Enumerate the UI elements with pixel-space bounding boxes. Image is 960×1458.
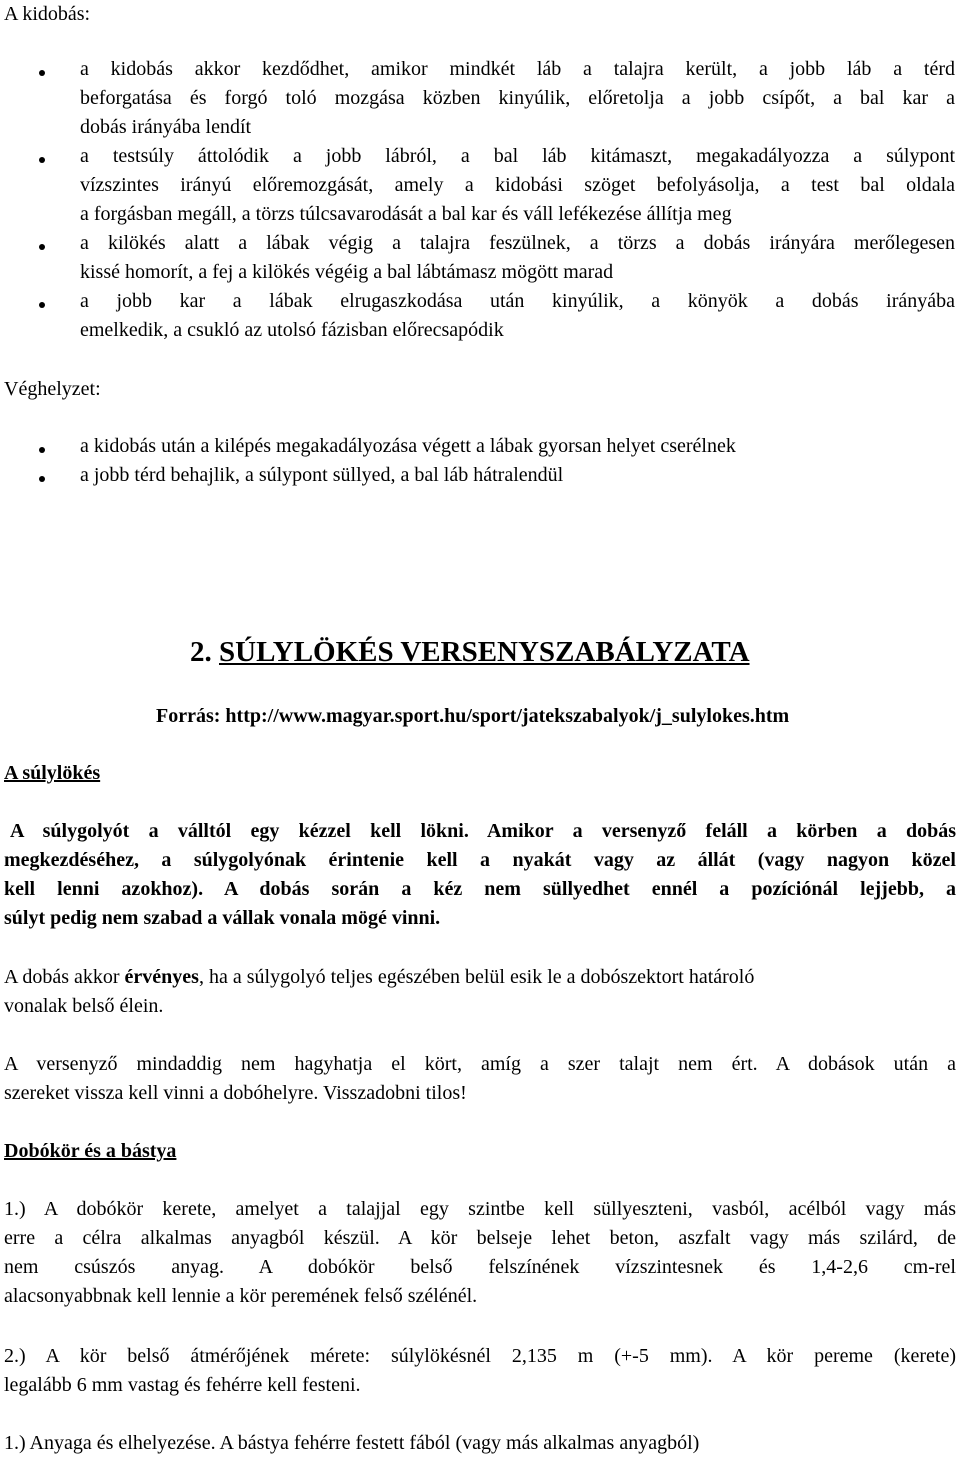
valid-throw-paragraph — [4, 963, 956, 1021]
list-item-line: vízszintes irányú előremozgását, amely a kidobási szöget befolyásolja, a test bal oldala — [80, 174, 955, 196]
paragraph-line: 1.) A dobókör kerete, amelyet a talajjal egy szintbe kell süllyeszteni, vasból, acélból vagy más — [4, 1198, 956, 1220]
bullet-icon — [39, 447, 45, 453]
list-item-line: a kilökés alatt a lábak végig a talajra feszülnek, a törzs a dobás irányára merőlegesen — [80, 232, 955, 254]
list-item-line: a forgásban megáll, a törzs túlcsavarodását a bal kar és váll lefékezése állítja meg — [80, 203, 732, 225]
bullet-icon — [39, 157, 45, 163]
list-item-line: dobás irányába lendít — [80, 116, 252, 138]
section-number: 2. — [190, 636, 219, 668]
paragraph-line: 2.) A kör belső átmérőjének mérete: súlylökésnél 2,135 m (+-5 mm). A kör pereme (kerete) — [4, 1345, 956, 1367]
section-title-text: SÚLYLÖKÉS VERSENYSZABÁLYZATA — [219, 636, 750, 668]
paragraph-line: nem csúszós anyag. A dobókör belső felszínének vízszintesnek és 1,4-2,6 cm-rel — [4, 1256, 956, 1278]
heading-veghelyzet: Véghelyzet: — [4, 378, 101, 400]
paragraph-line: alacsonyabbnak kell lennie a kör peremének felső szélénél. — [4, 1285, 478, 1307]
paragraph-line: megkezdéséhez, a súlygolyónak érintenie kell a nyakát vagy az állát (vagy nagyon közel — [4, 849, 956, 871]
heading-kidobas: A kidobás: — [4, 3, 91, 25]
list-item-line: a kidobás akkor kezdődhet, amikor mindkét láb a talajra került, a jobb láb a térd — [80, 58, 955, 80]
circle-paragraph-1 — [4, 1195, 956, 1311]
list-item-line: emelkedik, a csukló az utolsó fázisban előrecsapódik — [80, 319, 504, 341]
paragraph-line: kell lenni azokhoz). A dobás során a kéz nem süllyedhet ennél a pozíciónál lejjebb, a — [4, 878, 956, 900]
list-item-line: kissé homorít, a fej a kilökés végéig a bal lábtámasz mögött marad — [80, 261, 614, 283]
bastya-paragraph-1 — [4, 1429, 956, 1458]
rules-bold-paragraph — [4, 817, 956, 933]
bullet-icon — [39, 244, 45, 250]
bullet-icon — [39, 70, 45, 76]
paragraph-line: legalább 6 mm vastag és fehérre kell festeni. — [4, 1374, 361, 1396]
bullet-icon — [39, 476, 45, 482]
paragraph-line: A versenyző mindaddig nem hagyhatja el kört, amíg a szer talajt nem ért. A dobások után a — [4, 1053, 956, 1075]
paragraph-line — [4, 963, 956, 992]
paragraph-line: vonalak belső élein. — [4, 995, 164, 1017]
subheading-sulylokes: A súlylökés — [4, 762, 101, 784]
bold-term: érvényes — [124, 966, 199, 988]
text-run: , ha a súlygolyó teljes egészében belül esik le a dobószektort határoló — [198, 966, 755, 988]
list-item-line: beforgatása és forgó toló mozgása közben kinyúlik, előretolja a jobb csípőt, a bal kar a — [80, 87, 955, 109]
text-run: A dobás akkor — [4, 966, 125, 988]
subheading-dobokor: Dobókör és a bástya — [4, 1140, 177, 1162]
source-label: Forrás: http://www.magyar.sport.hu/sport/jatekszabalyok/j_sulylokes.htm — [156, 705, 790, 727]
paragraph-line: 1.) Anyaga és elhelyezése. A bástya fehérre festett fából (vagy más alkalmas anyagból) — [4, 1432, 700, 1454]
bullet-icon — [39, 302, 45, 308]
circle-paragraph-2 — [4, 1342, 956, 1400]
paragraph-line: erre a célra alkalmas anyagból készül. A kör belseje lehet beton, aszfalt vagy más szilárd, de — [4, 1227, 956, 1249]
list-item-line: a jobb kar a lábak elrugaszkodása után kinyúlik, a könyök a dobás irányába — [80, 290, 955, 312]
section-title — [190, 632, 750, 672]
leave-circle-paragraph — [4, 1050, 956, 1108]
paragraph-line: súlyt pedig nem szabad a vállak vonala mögé vinni. — [4, 907, 441, 929]
list-item-line: a jobb térd behajlik, a súlypont süllyed, a bal láb hátralendül — [80, 464, 564, 486]
paragraph-line: szereket vissza kell vinni a dobóhelyre. Visszadobni tilos! — [4, 1082, 467, 1104]
list-item-line: a kidobás után a kilépés megakadályozása végett a lábak gyorsan helyet cserélnek — [80, 435, 736, 457]
paragraph-line: A súlygolyót a válltól egy kézzel kell lökni. Amikor a versenyző feláll a körben a dobás — [10, 820, 956, 842]
list-item-line: a testsúly áttolódik a jobb lábról, a bal láb kitámaszt, megakadályozza a súlypont — [80, 145, 955, 167]
